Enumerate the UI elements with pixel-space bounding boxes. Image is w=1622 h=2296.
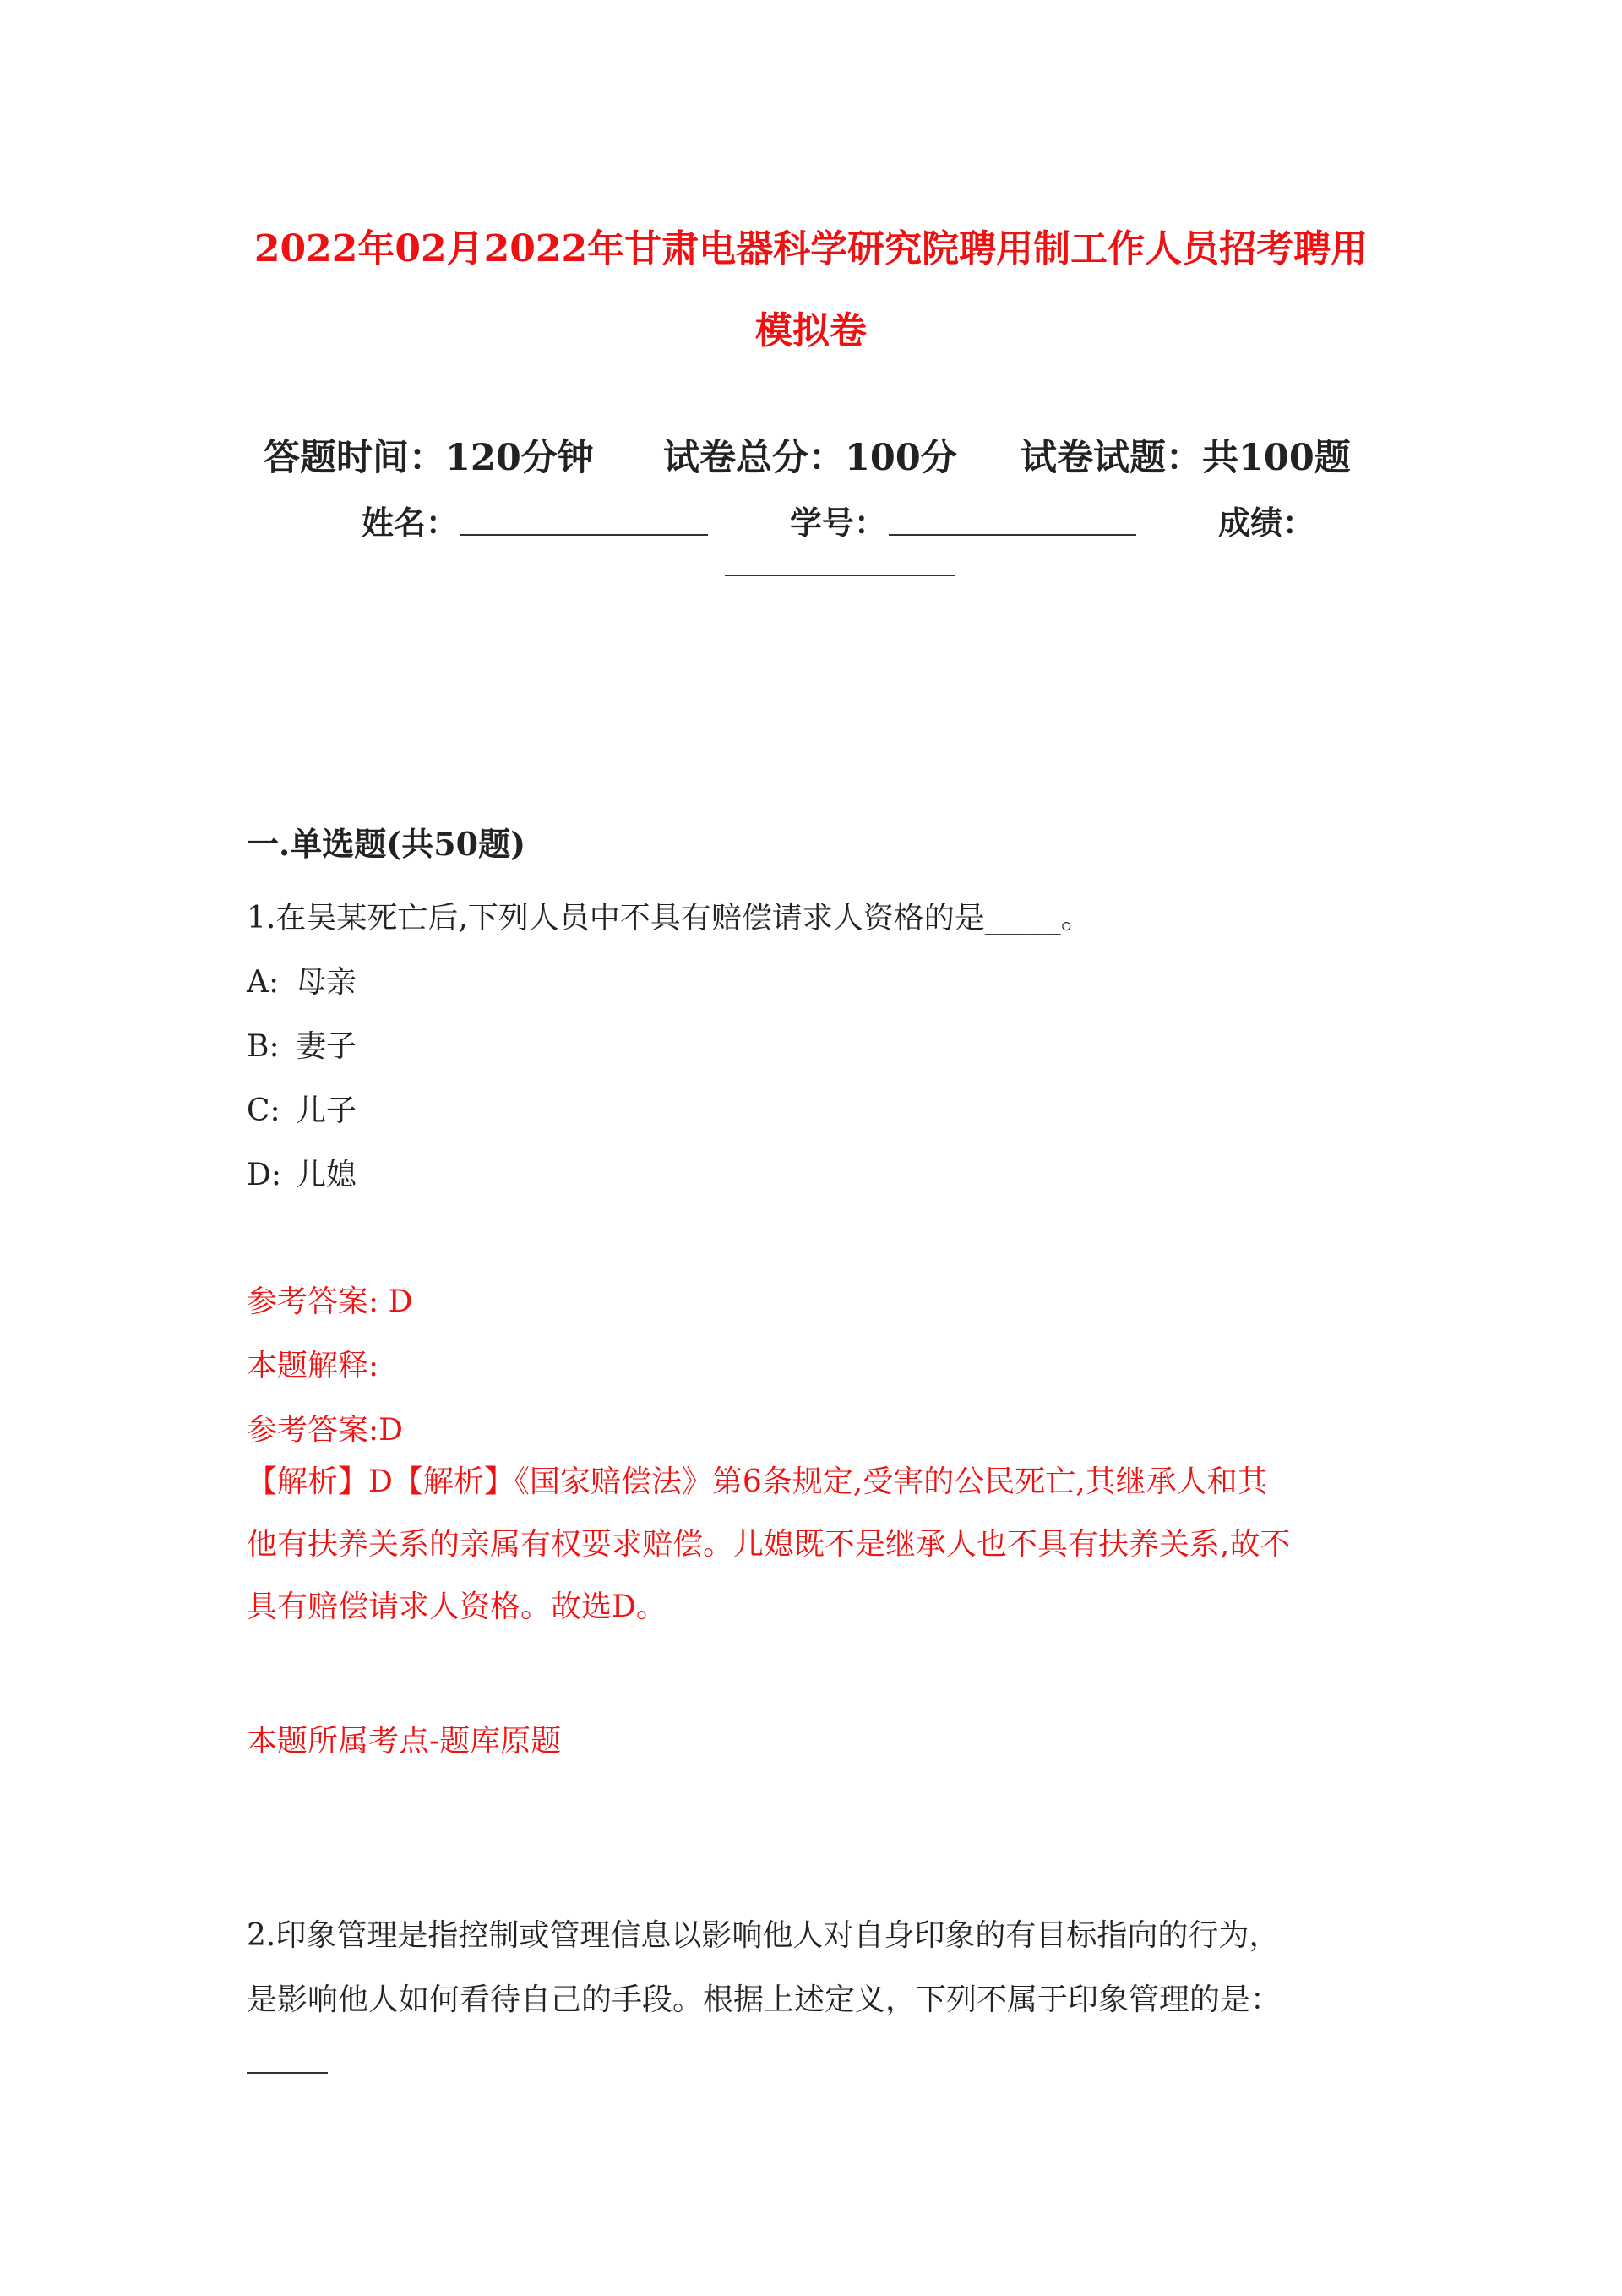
option-key: A: xyxy=(247,965,280,1000)
section-heading: 一.单选题(共50题) xyxy=(247,825,526,863)
explanation-line-2: 他有扶养关系的亲属有权要求赔偿。儿媳既不是继承人也不具有扶养关系,故不 xyxy=(247,1527,1291,1562)
exam-question-count: 试卷试题：共100题 xyxy=(1021,437,1351,479)
question-1-option-a xyxy=(247,958,357,1001)
question-2-answer-blank xyxy=(247,2072,328,2074)
option-text: 儿子 xyxy=(296,1093,357,1128)
question-1-stem: 1.在吴某死亡后,下列人员中不具有赔偿请求人资格的是_____。 xyxy=(247,901,1091,935)
option-text: 儿媳 xyxy=(296,1158,357,1192)
exam-title-line1: 2022年02月2022年甘肃电器科学研究院聘用制工作人员招考聘用 xyxy=(253,227,1369,270)
question-2-stem-line-2: 是影响他人如何看待自己的手段。根据上述定义，下列不属于印象管理的是： xyxy=(247,1982,1282,2017)
name-label: 姓名： xyxy=(362,504,459,542)
question-1-option-d xyxy=(247,1151,357,1194)
option-key: B: xyxy=(247,1029,280,1064)
exam-total-score: 试卷总分：100分 xyxy=(663,437,957,479)
score-field-line xyxy=(725,575,955,576)
reference-answer: 参考答案: D xyxy=(247,1284,413,1319)
exam-title-line2: 模拟卷 xyxy=(755,309,867,352)
question-1-option-c xyxy=(247,1087,357,1130)
explanation-line-1: 【解析】D【解析】《国家赔偿法》第6条规定,受害的公民死亡,其继承人和其 xyxy=(247,1464,1268,1499)
question-topic: 本题所属考点-题库原题 xyxy=(247,1724,562,1759)
explanation-line-3: 具有赔偿请求人资格。故选D。 xyxy=(247,1590,667,1624)
score-label: 成绩： xyxy=(1218,504,1315,542)
student-id-field-line xyxy=(889,534,1136,536)
explanation-label: 本题解释: xyxy=(247,1349,379,1383)
reference-answer-repeat: 参考答案:D xyxy=(247,1413,403,1448)
option-text: 妻子 xyxy=(296,1029,357,1064)
option-key: C: xyxy=(247,1093,280,1128)
option-key: D: xyxy=(247,1158,281,1192)
name-field-line xyxy=(460,534,708,536)
option-text: 母亲 xyxy=(296,965,357,1000)
question-1-option-b xyxy=(247,1023,357,1066)
exam-time: 答题时间：120分钟 xyxy=(264,437,594,479)
student-id-label: 学号： xyxy=(790,504,887,542)
question-2-stem-line-1: 2.印象管理是指控制或管理信息以影响他人对自身印象的有目标指向的行为， xyxy=(247,1918,1280,1953)
